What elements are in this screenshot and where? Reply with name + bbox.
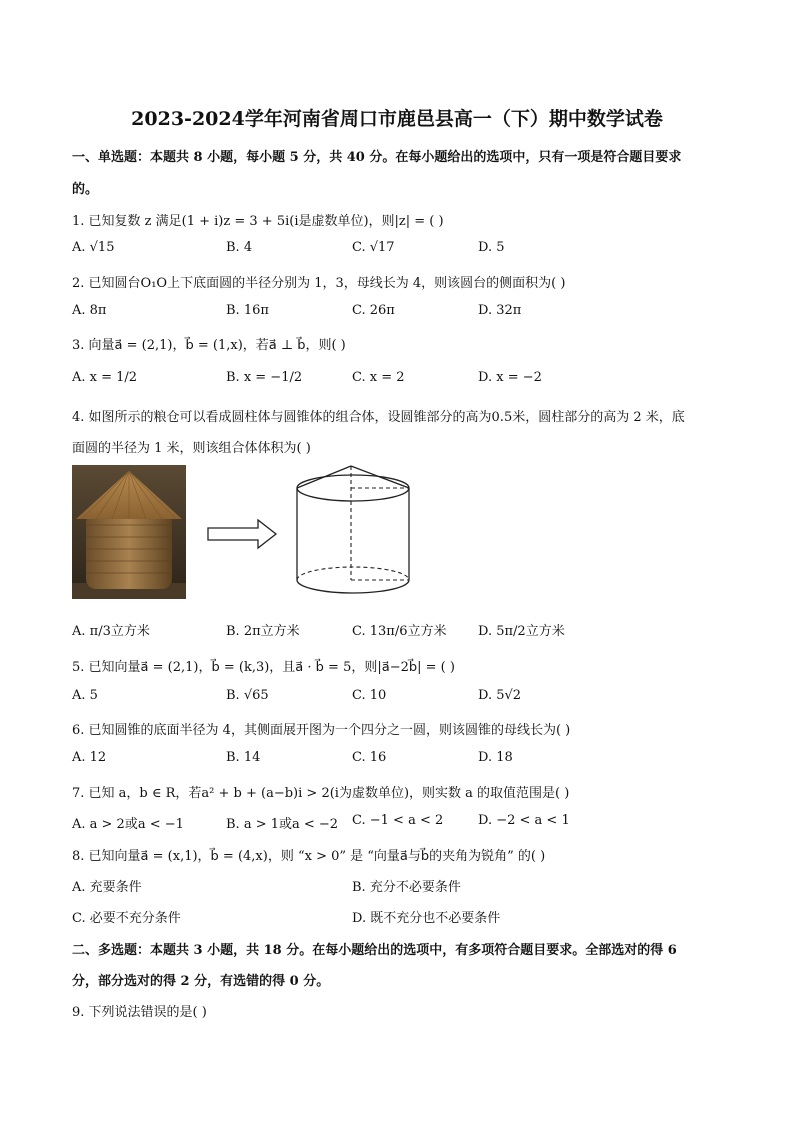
q5-option-a: A. 5: [72, 688, 98, 703]
q7-option-c: C. −1 < a < 2: [352, 813, 444, 828]
q5-option-c: C. 10: [352, 688, 387, 703]
q7-option-a: A. a > 2或a < −1: [72, 817, 184, 832]
q3-option-c: C. x = 2: [352, 370, 405, 385]
q7-option-b: B. a > 1或a < −2: [226, 817, 339, 832]
q5-option-b: B. √65: [226, 688, 269, 703]
question-6: 6. 已知圆锥的底面半径为 4，其侧面展开图为一个四分之一圆，则该圆锥的母线长为( ): [72, 723, 571, 738]
question-5: 5. 已知向量a⃗ = (2,1)，b⃗ = (k,3)，且a⃗ · b⃗ = 5，则|a⃗−2b⃗| = ( ): [72, 660, 455, 675]
section-2-heading: 二、多选题：本题共 3 小题，共 18 分。在每小题给出的选项中，有多项符合题目要求。全部选对的得 6: [72, 943, 677, 958]
section-1-heading-cont: 的。: [72, 182, 99, 197]
question-3: 3. 向量a⃗ = (2,1)，b⃗ = (1,x)，若a⃗ ⊥ b⃗，则( ): [72, 338, 346, 353]
question-8: 8. 已知向量a⃗ = (x,1)，b⃗ = (4,x)，则 “x > 0” 是 “向量a⃗与b⃗的夹角为锐角” 的( ): [72, 849, 546, 864]
q4-option-d: D. 5π/2立方米: [478, 624, 565, 639]
q5-option-d: D. 5√2: [478, 688, 522, 703]
q2-option-b: B. 16π: [226, 303, 269, 318]
q3-option-a: A. x = 1/2: [72, 370, 138, 385]
q6-option-b: B. 14: [226, 750, 261, 765]
q3-option-b: B. x = −1/2: [226, 370, 303, 385]
section-2-heading-cont: 分，部分选对的得 2 分，有选错的得 0 分。: [72, 974, 330, 989]
q4-option-c: C. 13π/6立方米: [352, 624, 447, 639]
q2-option-d: D. 32π: [478, 303, 522, 318]
cone-cylinder-diagram: [200, 458, 430, 608]
q8-option-c: C. 必要不充分条件: [72, 911, 181, 926]
q8-option-d: D. 既不充分也不必要条件: [352, 911, 501, 926]
question-2: 2. 已知圆台O₁O上下底面圆的半径分别为 1，3，母线长为 4，则该圆台的侧面积为( ): [72, 276, 566, 291]
question-7: 7. 已知 a，b ∈ R，若a² + b + (a−b)i > 2(i为虚数单位)，则实数 a 的取值范围是( ): [72, 786, 570, 801]
q8-option-a: A. 充要条件: [72, 880, 142, 895]
section-1-heading: 一、单选题：本题共 8 小题，每小题 5 分，共 40 分。在每小题给出的选项中，只有一项是符合题目要求: [72, 150, 682, 165]
question-4: 4. 如图所示的粮仓可以看成圆柱体与圆锥体的组合体，设圆锥部分的高为0.5米，圆柱部分的高为 2 米，底: [72, 410, 685, 425]
q6-option-a: A. 12: [72, 750, 107, 765]
q7-option-d: D. −2 < a < 1: [478, 813, 570, 828]
q3-option-d: D. x = −2: [478, 370, 542, 385]
q2-option-c: C. 26π: [352, 303, 395, 318]
question-9: 9. 下列说法错误的是( ): [72, 1005, 207, 1020]
question-4-cont: 面圆的半径为 1 米，则该组合体体积为( ): [72, 441, 311, 456]
q1-option-c: C. √17: [352, 240, 395, 255]
q8-option-b: B. 充分不必要条件: [352, 880, 461, 895]
q1-option-d: D. 5: [478, 240, 505, 255]
q1-option-a: A. √15: [72, 240, 115, 255]
q1-option-b: B. 4: [226, 240, 253, 255]
page-title: 2023-2024学年河南省周口市鹿邑县高一（下）期中数学试卷: [131, 108, 663, 130]
q4-option-b: B. 2π立方米: [226, 624, 300, 639]
q6-option-d: D. 18: [478, 750, 513, 765]
q2-option-a: A. 8π: [72, 303, 107, 318]
q6-option-c: C. 16: [352, 750, 387, 765]
q4-option-a: A. π/3立方米: [72, 624, 150, 639]
question-1: 1. 已知复数 z 满足(1 + i)z = 3 + 5i(i是虚数单位)，则|z| = ( ): [72, 214, 444, 229]
granary-photo: [72, 465, 186, 599]
